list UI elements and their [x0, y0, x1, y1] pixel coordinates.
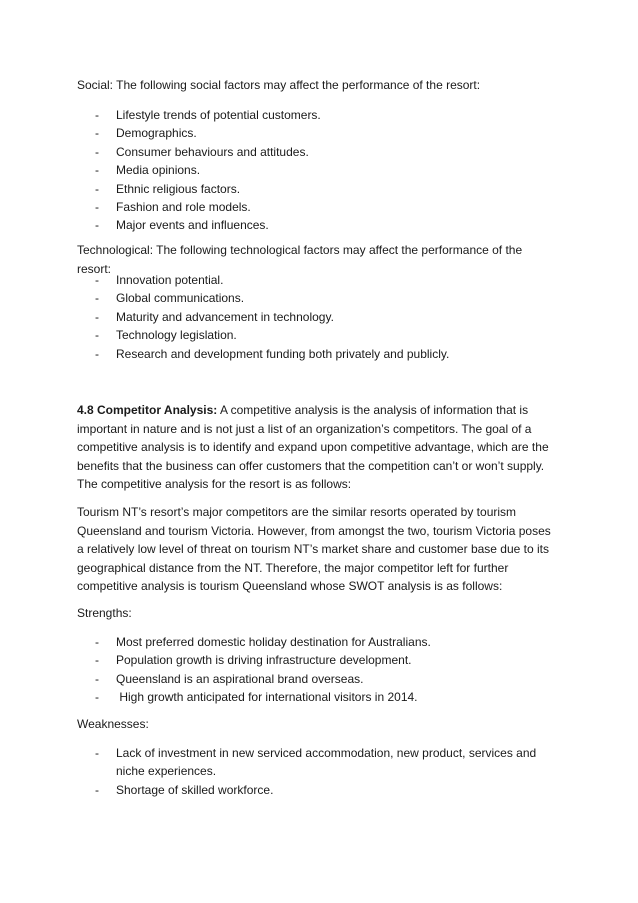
- bullet-dash: -: [95, 200, 99, 215]
- list-item-text: Major events and influences.: [116, 218, 269, 233]
- list-item-text: Consumer behaviours and attitudes.: [116, 144, 309, 159]
- list-item: [77, 345, 555, 363]
- list-item-text: Fashion and role models.: [116, 200, 251, 215]
- competitor-analysis-paragraph: [77, 401, 555, 494]
- strengths-heading: Strengths:: [77, 606, 132, 620]
- list-item: [77, 633, 555, 651]
- bullet-dash: -: [95, 328, 99, 343]
- competitor-paragraph: Tourism NT’s resort’s major competitors are the similar resorts operated by tourism Queensland and tourism Victoria. However, from amongst the two, tourism Victoria poses a relatively low level of threat on tourism NT’s market share and customer base due to its geographical distance from the NT. Therefore, the major competitor left for further competitive analysis is tourism Queensland whose SWOT analysis is as follows:: [77, 505, 551, 593]
- bullet-dash: -: [95, 309, 99, 324]
- list-item-text: Population growth is driving infrastructure development.: [116, 653, 412, 668]
- bullet-dash: -: [95, 163, 99, 178]
- bullet-dash: -: [95, 181, 99, 196]
- social-list: [77, 106, 555, 235]
- list-item: [77, 180, 555, 198]
- bullet-dash: -: [95, 690, 99, 705]
- list-item: [77, 143, 555, 161]
- list-item-text: Demographics.: [116, 126, 197, 141]
- bullet-dash: -: [95, 782, 99, 797]
- list-item-text: Shortage of skilled workforce.: [116, 782, 274, 797]
- bullet-dash: -: [95, 746, 99, 760]
- bullet-dash: -: [95, 291, 99, 306]
- list-item-text: Technology legislation.: [116, 328, 237, 343]
- list-item: [77, 289, 555, 307]
- bullet-dash: -: [95, 653, 99, 668]
- section-title: 4.8 Competitor Analysis:: [77, 403, 218, 417]
- list-item: [77, 216, 555, 234]
- weaknesses-list: [77, 744, 555, 799]
- list-item-text: Innovation potential.: [116, 273, 224, 287]
- list-item: [77, 670, 555, 688]
- weaknesses-heading: Weaknesses:: [77, 717, 149, 731]
- technological-heading: Technological: The following technological factors may affect the performance of the resort:: [77, 243, 523, 276]
- list-item-text: Lack of investment in new serviced accommodation, new product, services and niche experiences.: [116, 746, 537, 779]
- bullet-dash: -: [95, 126, 99, 141]
- bullet-dash: -: [95, 273, 99, 287]
- list-item-text: Lifestyle trends of potential customers.: [116, 108, 321, 122]
- list-item-text: Media opinions.: [116, 163, 201, 178]
- bullet-dash: -: [95, 144, 99, 159]
- bullet-dash: -: [95, 218, 99, 233]
- list-item: [77, 198, 555, 216]
- strengths-list: [77, 633, 555, 707]
- list-item-text: Maturity and advancement in technology.: [116, 309, 334, 324]
- list-item: [77, 744, 555, 781]
- list-item-text: Ethnic religious factors.: [116, 181, 241, 196]
- list-item: [77, 271, 555, 289]
- bullet-dash: -: [95, 635, 99, 649]
- technological-list: [77, 271, 555, 363]
- competitor-intro: A competitive analysis is the analysis of information that is important in nature and is not just a list of an organization’s competitors. The goal of a competitive analysis is to identify and expand upon competitive advantage, which are the benefits that the business can offer customers that the competition can’t or won’t supply. The competitive analysis for the resort is as follows:: [77, 403, 549, 491]
- list-item-text: High growth anticipated for international visitors in 2014.: [116, 690, 418, 705]
- bullet-dash: -: [95, 671, 99, 686]
- list-item-text: Global communications.: [116, 291, 245, 306]
- list-item-text: Most preferred domestic holiday destination for Australians.: [116, 635, 431, 649]
- list-item: [77, 308, 555, 326]
- list-item: [77, 688, 555, 706]
- list-item-text: Research and development funding both privately and publicly.: [116, 346, 450, 361]
- social-heading: Social: The following social factors may affect the performance of the resort:: [77, 78, 481, 92]
- list-item: [77, 781, 555, 799]
- list-item: [77, 161, 555, 179]
- list-item: [77, 124, 555, 142]
- list-item: [77, 651, 555, 669]
- bullet-dash: -: [95, 346, 99, 361]
- list-item: [77, 106, 555, 124]
- list-item-text: Queensland is an aspirational brand overseas.: [116, 671, 364, 686]
- list-item: [77, 326, 555, 344]
- bullet-dash: -: [95, 108, 99, 122]
